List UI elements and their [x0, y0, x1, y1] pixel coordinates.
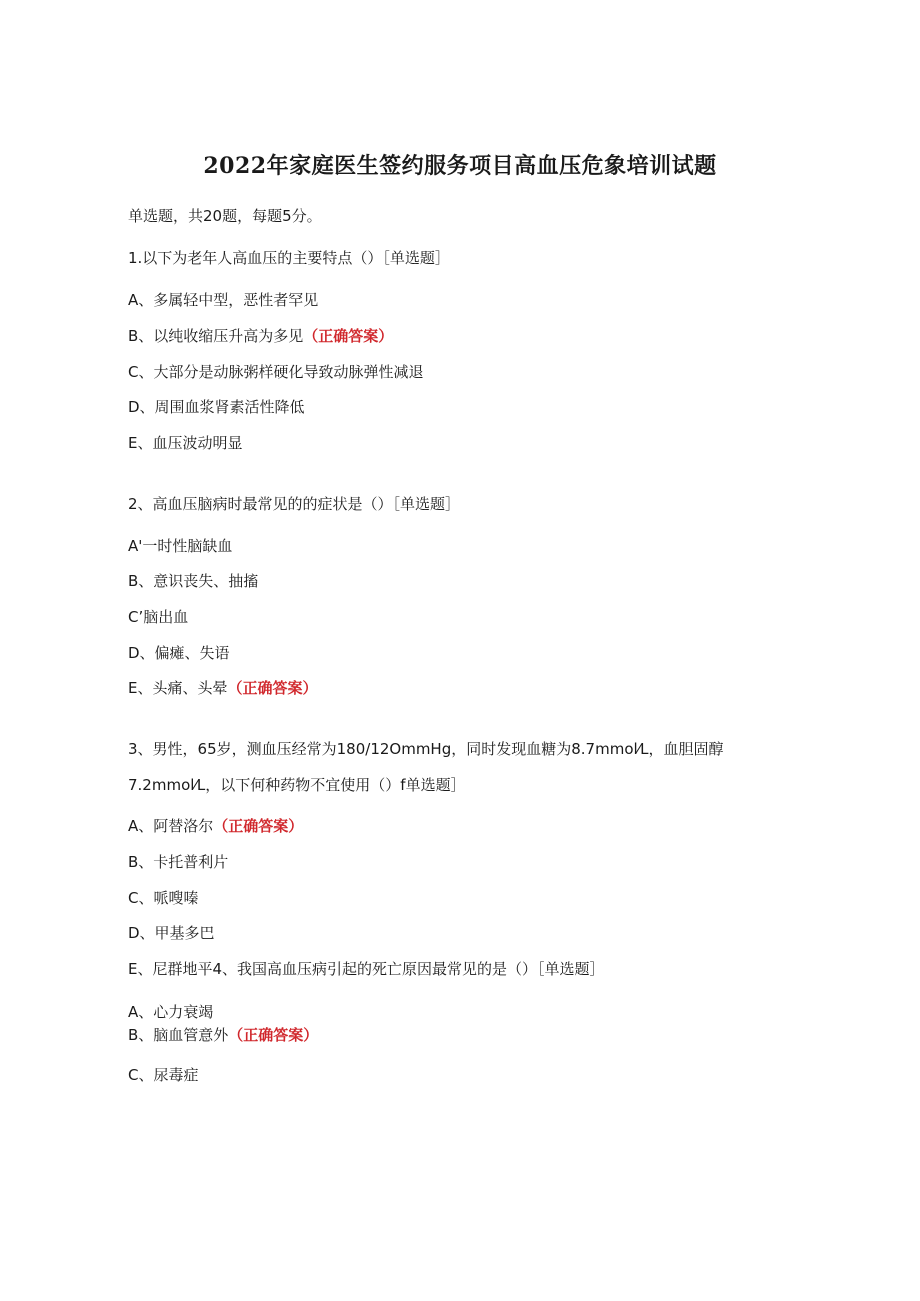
question-1-option-c: C、大部分是动脉粥样硬化导致动脉弹性减退	[128, 363, 424, 381]
question-3-option-e: E、尼群地平4、我国高血压病引起的死亡原因最常见的是（）［单选题］	[128, 960, 605, 978]
question-1-option-d: D、周围血浆肾素活性降低	[128, 398, 305, 416]
question-3-option-d: D、甲基多巴	[128, 924, 215, 942]
question-4-option-a: A、心力衰竭	[128, 1003, 214, 1021]
document-title: 2022年家庭医生签约服务项目高血压危象培训试题	[203, 153, 717, 179]
question-4-option-b	[128, 1024, 318, 1046]
question-3-option-a	[128, 815, 303, 837]
question-3-option-b: B、卡托普利片	[128, 853, 229, 871]
question-3-option-c: C、哌嗖嗪	[128, 889, 199, 907]
question-4-option-c: C、尿毒症	[128, 1066, 199, 1084]
correct-answer-mark: （正确答案）	[303, 327, 394, 345]
question-1-option-a: A、多属轻中型，恶性者罕见	[128, 291, 319, 309]
question-3-stem-line-1: 3、男性，65岁，测血压经常为180/12OmmHg，同时发现血糖为8.7mmol⁄L，血胆固醇	[128, 740, 724, 758]
question-2-option-a: A'一时性脑缺血	[128, 537, 233, 555]
option-text: A、阿替洛尔	[128, 817, 214, 835]
question-1-stem: 1.以下为老年人高血压的主要特点（）［单选题］	[128, 249, 450, 267]
question-1-option-b	[128, 325, 393, 347]
question-2-option-e	[128, 677, 318, 699]
intro-text: 单选题，共20题，每题5分。	[128, 207, 322, 225]
question-1-option-e: E、血压波动明显	[128, 434, 243, 452]
question-2-option-c: C’脑出血	[128, 608, 189, 626]
question-2-stem: 2、高血压脑病时最常见的的症状是（）［单选题］	[128, 495, 461, 513]
correct-answer-mark: （正确答案）	[213, 817, 304, 835]
question-2-option-b: B、意识丧失、抽搐	[128, 572, 259, 590]
option-text: B、以纯收缩压升高为多见	[128, 327, 304, 345]
question-2-option-d: D、偏瘫、失语	[128, 644, 230, 662]
correct-answer-mark: （正确答案）	[227, 679, 318, 697]
question-3-stem-line-2: 7.2mmol⁄L，以下何种药物不宜使用（）f单选题］	[128, 776, 466, 794]
option-text: B、脑血管意外	[128, 1026, 229, 1044]
correct-answer-mark: （正确答案）	[228, 1026, 319, 1044]
option-text: E、头痛、头晕	[128, 679, 228, 697]
